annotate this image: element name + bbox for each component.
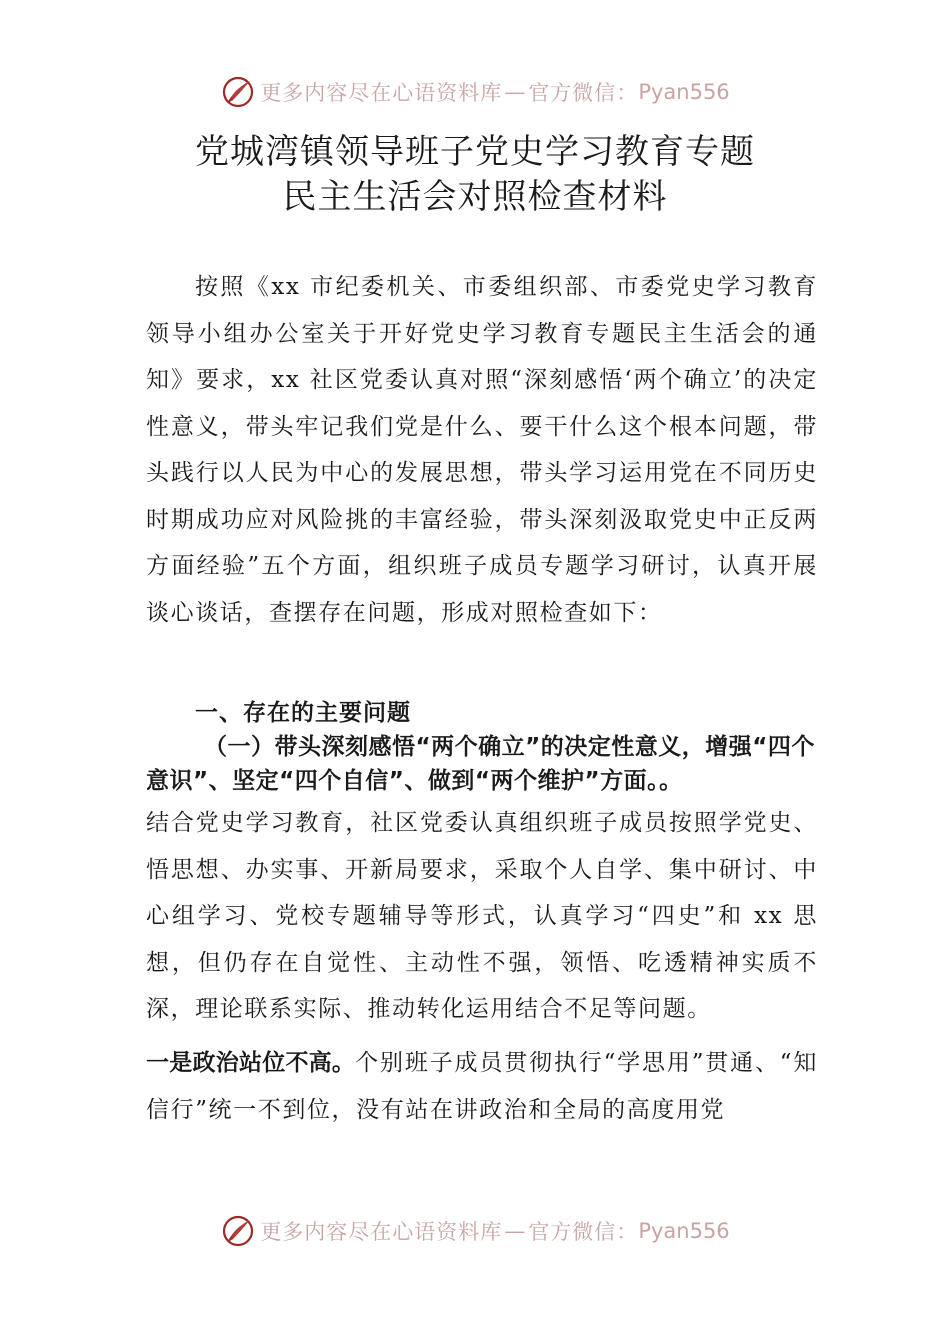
point-paragraph (146, 1040, 818, 1133)
watermark-wechat-label: 官方微信： (528, 81, 639, 105)
subsection-heading-text: （一）带头深刻感悟“两个确立”的决定性意义，增强“四个意识”、坚定“四个自信”、做到“两个维护”方面。 (146, 734, 815, 794)
section-heading: 一、存在的主要问题 (195, 700, 411, 726)
point-text: 个别班子成员贯彻执行“学思用”贯通、“知信行”统一不到位，没有站在讲政治和全局的高度用党 (146, 1050, 819, 1123)
watermark-wechat-id: Pyan556 (638, 1219, 730, 1243)
header-watermark (0, 70, 950, 114)
subsection-paragraph: 结合党史学习教育，社区党委认真组织班子成员按照学党史、悟思想、办实事、开新局要求，采取个人自学、集中研讨、中心组学习、党校专题辅导等形式，认真学习“四史”和 xx 思想，但仍存在自觉性、主动性不强，领悟、吃透精神实质不深，理论联系实际、推动转化运用结合不足等问题。 (146, 810, 818, 1022)
title-line-1: 党城湾镇领导班子党史学习教育专题 (195, 132, 755, 172)
subsection-heading-suffix: 。 (659, 768, 683, 794)
watermark-wechat-id: Pyan556 (638, 80, 730, 104)
watermark-separator: — (504, 80, 527, 104)
subsection-heading (146, 730, 818, 798)
watermark-text: 更多内容尽在心语资料库 (260, 1220, 503, 1244)
quill-logo-icon (220, 1213, 256, 1249)
footer-watermark (0, 1209, 950, 1253)
watermark-wechat-label: 官方微信： (528, 1220, 639, 1244)
point-lead: 一是政治站位不高。 (146, 1050, 356, 1076)
watermark-text: 更多内容尽在心语资料库 (260, 81, 503, 105)
quill-logo-icon (220, 74, 256, 110)
title-line-2: 民主生活会对照检查材料 (282, 177, 668, 217)
document-title (0, 130, 950, 220)
watermark-separator: — (504, 1219, 527, 1243)
intro-paragraph: 按照《xx 市纪委机关、市委组织部、市委党史学习教育领导小组办公室关于开好党史学习教育专题民主生活会的通知》要求，xx 社区党委认真对照“深刻感悟‘两个确立’的决定性意义，带头牢记我们党是什么、要干什么这个根本问题，带头践行以人民为中心的发展思想，带头学习运用党在不同历史时期成功应对风险挑的丰富经验，带头深刻汲取党史中正反两方面经验”五个方面，组织班子成员专题学习研讨，认真开展谈心谈话，查摆存在问题，形成对照检查如下： (146, 274, 818, 626)
